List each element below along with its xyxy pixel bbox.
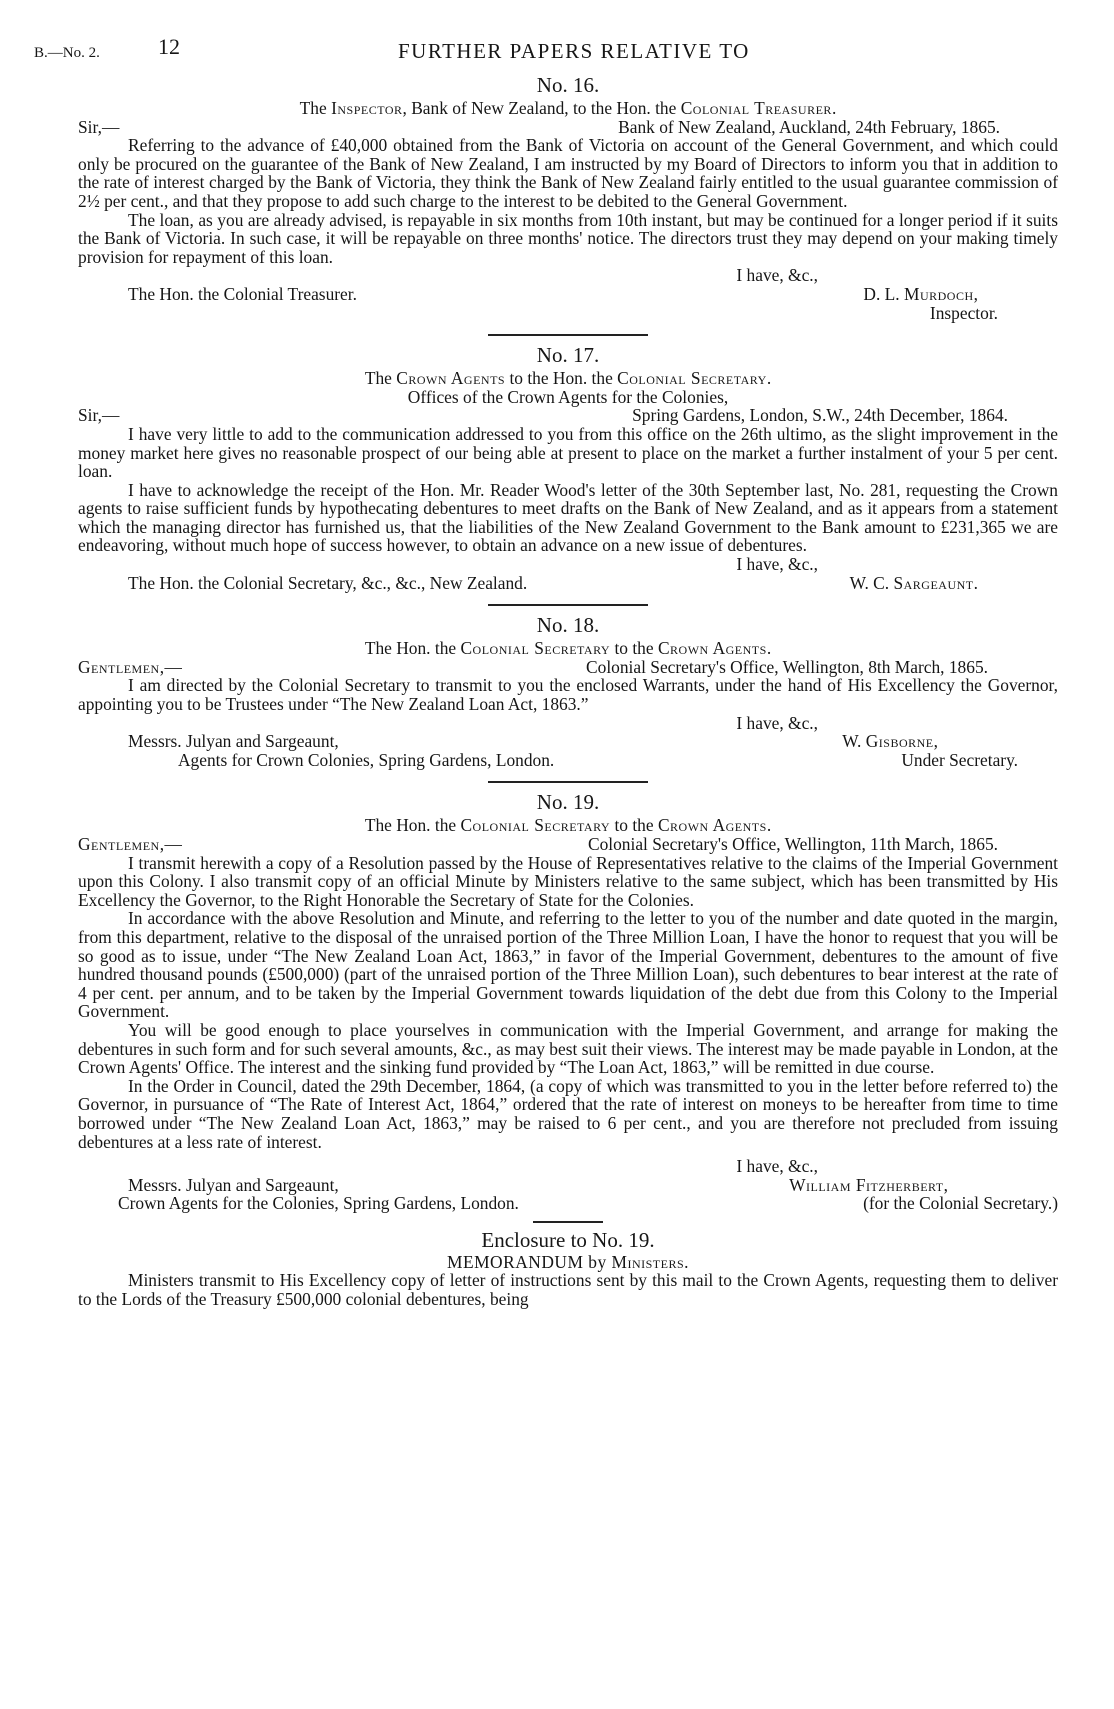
from-to-text: to the	[610, 638, 658, 659]
closing: I have, &c.,	[736, 265, 818, 286]
signature-row	[78, 574, 1058, 593]
from-to-text: The Hon. the	[364, 638, 461, 659]
salutation: Gentlemen,—	[78, 656, 183, 677]
paragraph: In the Order in Council, dated the 29th December, 1864, (a copy of which was transmitted to you in the letter before referred to) the Governor, in pursuance of “The Rate of Interest Act, 1864,” ordered that the rate of interest on moneys to be hereafter from time to time borrowed under “The New Zealand Loan Act, 1863,” may be raised to 6 per cent., and you are therefore not precluded from issuing debentures at a less rate of interest.	[78, 1075, 1058, 1152]
paragraph: In accordance with the above Resolution and Minute, and referring to the letter to you of the number and date quoted in the margin, from this department, relative to the disposal of the unraised portion of the Three Million Loan, I have the honor to request that you will be so good as to issue, under “The New Zealand Loan Act, 1863,” in favor of the Imperial Government, debentures to the amount of five hundred thousand pounds (£500,000) (part of the unraised portion of the Three Million Loan), such debentures to bear interest at the rate of 4 per cent. per annum, and to be taken by the Imperial Government towards liquidation of the debt due from this Colony to the Imperial Government.	[78, 908, 1058, 1022]
addressee: The Hon. the Colonial Treasurer.	[128, 283, 357, 304]
recipient: Crown Agents	[657, 638, 767, 659]
letter-16	[78, 74, 1058, 322]
addressee: Messrs. Julyan and Sargeaunt,	[128, 731, 339, 752]
paragraph: I transmit herewith a copy of a Resolution passed by the House of Representatives relative to the claims of the Imperial Government upon this Colony. I also transmit copy of an official Minute by Ministers relative to the same subject, which has been transmitted by His Excellency the Governor, to the Right Honorable the Secretary of State for the Colonies.	[78, 852, 1058, 910]
signature-suffix: .	[973, 572, 978, 593]
from-to-text: .	[766, 638, 772, 659]
signature-initials: W.	[842, 731, 866, 752]
signature-name: Murdoch	[904, 283, 974, 304]
enclosure-title: Enclosure to No. 19.	[481, 1227, 655, 1252]
section-divider	[488, 604, 648, 606]
memo-suffix: .	[684, 1251, 689, 1272]
paragraph: Referring to the advance of £40,000 obtained from the Bank of Victoria on account of the General Government, and which could only be procured on the guarantee of the Bank of New Zealand, I am instructed by my Board of Directors to inform you that in addition to the rate of interest charged by the Bank of Victoria, they think the Bank of New Zealand fairly entitled to the usual guarantee commission of 2½ per cent., and that they propose to add such charge to the interest to be debited to the General Government.	[78, 135, 1058, 211]
letter-19	[78, 791, 1058, 1212]
section-divider	[488, 334, 648, 336]
page-number: 12	[158, 34, 180, 59]
sender: Inspector	[331, 98, 403, 118]
letter-from-to	[78, 369, 1058, 388]
place-date: Bank of New Zealand, Auckland, 24th February, 1865.	[618, 116, 1000, 137]
signature-initials: W. C.	[849, 572, 894, 593]
running-title: FURTHER PAPERS RELATIVE TO	[398, 39, 750, 63]
closing: I have, &c.,	[736, 554, 818, 575]
addressee: The Hon. the Colonial Secretary, &c., &c., New Zealand.	[128, 572, 528, 593]
from-to-text: The	[299, 98, 332, 118]
from-to-text: to the Hon. the	[505, 368, 618, 389]
place-date: Colonial Secretary's Office, Wellington, 8th March, 1865.	[586, 656, 988, 677]
signature	[789, 1176, 1058, 1195]
page-header	[34, 22, 1058, 68]
memo-author: Ministers	[611, 1251, 685, 1272]
from-to-text: .	[766, 815, 772, 836]
recipient: Colonial Secretary	[617, 368, 767, 389]
paper-reference: B.—No. 2.	[34, 45, 100, 61]
signature-name: William Fitzherbert	[789, 1174, 944, 1195]
memo-label: MEMORANDUM by	[447, 1251, 612, 1272]
salutation-row	[78, 406, 1058, 425]
from-to-text: to the	[610, 815, 658, 836]
letter-from-to	[78, 99, 1058, 118]
signature-initials: D. L.	[863, 283, 904, 304]
addressee-line: Agents for Crown Colonies, Spring Gardens, London.	[178, 749, 555, 770]
closing: I have, &c.,	[736, 1156, 818, 1177]
signature	[842, 732, 1058, 751]
signature-title: Under Secretary.	[901, 749, 1018, 770]
sender: Colonial Secretary	[460, 815, 611, 836]
letter-from-to	[78, 816, 1058, 835]
enclosure	[78, 1229, 1058, 1309]
letter-number: No. 17.	[536, 343, 600, 368]
closing: I have, &c.,	[736, 712, 818, 733]
signature	[850, 574, 1058, 593]
place-line: Offices of the Crown Agents for the Colonies,	[407, 386, 729, 407]
signature-name: Sargeaunt	[893, 572, 974, 593]
section-divider	[533, 1221, 603, 1223]
signature-row	[78, 1194, 1058, 1213]
signature-row	[78, 285, 1058, 304]
recipient: Crown Agents	[657, 815, 767, 836]
signature-row	[78, 751, 1058, 770]
paragraph: I am directed by the Colonial Secretary to transmit to you the enclosed Warrants, under the hand of His Excellency the Governor, appointing you to be Trustees under “The New Zealand Loan Act, 1863.”	[78, 675, 1058, 715]
salutation: Gentlemen,—	[78, 834, 183, 854]
paragraph: I have very little to add to the communication addressed to you from this office on the 26th ultimo, as the slight improvement in the money market here gives no reasonable prospect of our being able at present to place on the market a further instalment of your 5 per cent. loan.	[78, 423, 1058, 482]
recipient: Colonial Treasurer	[680, 98, 832, 118]
signature-name: Gisborne	[865, 731, 934, 752]
from-to-text: The Hon. the	[364, 815, 461, 836]
paragraph: I have to acknowledge the receipt of the Hon. Mr. Reader Wood's letter of the 30th September last, No. 281, requesting the Crown agents to raise sufficient funds by hypothecating debentures to meet drafts on the Bank of New Zealand, and as it appears from a statement which the managing director has furnished us, that the liabilities of the New Zealand Government to the Bank amount to £231,365 we are endeavoring, without much hope of success however, to obtain an advance on a new issue of debentures.	[78, 479, 1058, 556]
sender: Crown Agents	[396, 368, 506, 389]
signature-row	[78, 1176, 1058, 1195]
place-date: Colonial Secretary's Office, Wellington, 11th March, 1865.	[587, 834, 998, 854]
from-to-text: The	[364, 368, 397, 389]
sender: Colonial Secretary	[460, 638, 611, 659]
letter-number: No. 16.	[536, 73, 600, 97]
signature-row	[78, 732, 1058, 751]
signature	[863, 285, 1058, 304]
salutation-row	[78, 118, 1058, 137]
salutation: Sir,—	[78, 116, 120, 137]
addressee: Messrs. Julyan and Sargeaunt,	[128, 1174, 339, 1195]
from-to-text: .	[766, 368, 772, 389]
signature-suffix: ,	[943, 1174, 948, 1195]
memorandum-heading	[78, 1253, 1058, 1272]
signature-title: (for the Colonial Secretary.)	[863, 1193, 1058, 1214]
from-to-text: .	[831, 98, 837, 118]
addressee-line: Crown Agents for the Colonies, Spring Gardens, London.	[118, 1193, 519, 1214]
signature-suffix: ,	[933, 731, 938, 752]
paragraph: Ministers transmit to His Excellency copy of letter of instructions sent by this mail to the Crown Agents, requesting them to deliver to the Lords of the Treasury £500,000 colonial debentures, being	[78, 1270, 1058, 1310]
place-date: Spring Gardens, London, S.W., 24th December, 1864.	[632, 405, 1008, 426]
section-divider	[488, 781, 648, 783]
paragraph: You will be good enough to place yourselves in communication with the Imperial Government, and arrange for making the debentures in such form and for such several amounts, &c., as may best suit their views. The interest may be made payable in London, at the Crown Agents' Office. The interest and the sinking fund provided by “The Loan Act, 1863,” will be remitted in due course.	[78, 1019, 1058, 1078]
letter-from-to	[78, 639, 1058, 658]
salutation-row	[78, 835, 1058, 854]
salutation: Sir,—	[78, 405, 120, 426]
salutation-row	[78, 658, 1058, 677]
letter-18	[78, 614, 1058, 769]
from-to-text: , Bank of New Zealand, to the Hon. the	[402, 98, 681, 118]
letter-number: No. 18.	[536, 613, 600, 638]
signature-title: Inspector.	[929, 302, 998, 323]
signature-suffix: ,	[973, 283, 978, 304]
letter-number: No. 19.	[536, 790, 600, 815]
paragraph: The loan, as you are already advised, is repayable in six months from 10th instant, but may be continued for a longer period if it suits the Bank of Victoria. In such case, it will be repayable on three months' notice. The directors trust they may depend on your making timely provision for repayment of this loan.	[78, 209, 1058, 267]
letter-17	[78, 344, 1058, 592]
